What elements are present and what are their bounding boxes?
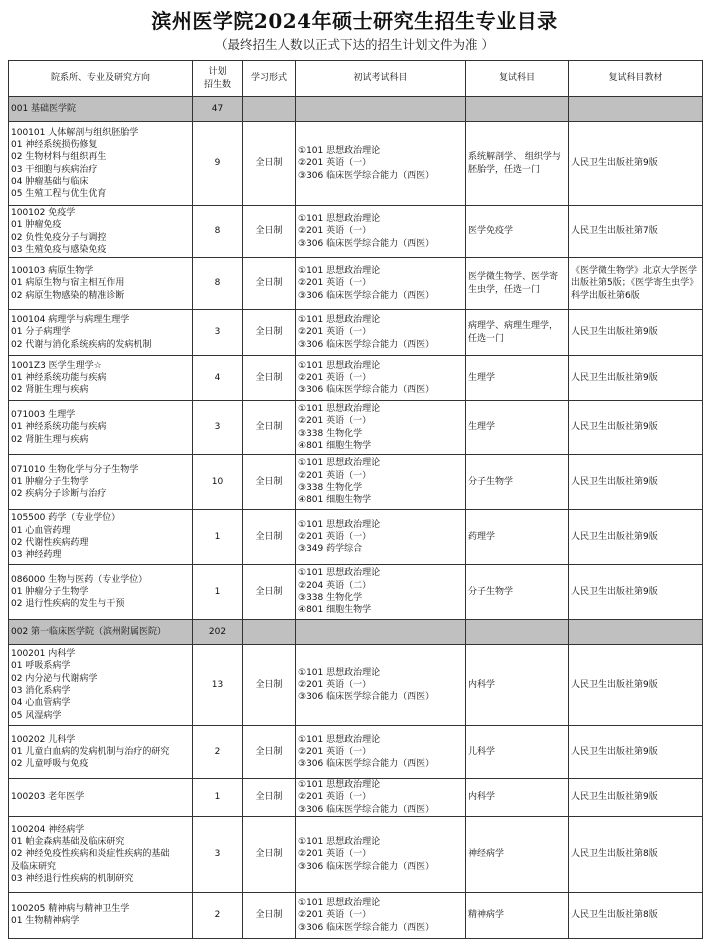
- major-line: 及临床研究: [11, 861, 57, 872]
- major-line: 02 生物材料与组织再生: [11, 152, 107, 163]
- retest-cell: 医学免疫学: [466, 206, 569, 258]
- exam-subject: ①101 思想政治理论: [298, 780, 381, 790]
- exam-subject: ②201 英语（一）: [298, 372, 372, 383]
- mode-cell: 全日制: [243, 258, 296, 310]
- major-line: 03 神经药理: [11, 550, 62, 561]
- major-line: 03 生殖免疫与感染免疫: [11, 244, 107, 255]
- major-line: 01 肿瘤免疫: [11, 220, 62, 231]
- exam-subject: ②201 英语（一）: [298, 278, 372, 289]
- exam-cell: [296, 726, 466, 779]
- major-row: [9, 779, 703, 817]
- retest-cell: 神经病学: [466, 816, 569, 892]
- major-row: [9, 455, 703, 510]
- exam-subject: ②201 英语（一）: [298, 226, 372, 237]
- mode-cell: 全日制: [243, 122, 296, 206]
- exam-cell: [296, 565, 466, 620]
- exam-subject: ①101 思想政治理论: [298, 315, 381, 326]
- major-line: 05 风湿病学: [11, 710, 62, 721]
- department-row: [9, 97, 703, 122]
- major-row: [9, 645, 703, 726]
- major-row: [9, 122, 703, 206]
- major-line: 105500 药学（专业学位）: [11, 513, 121, 524]
- quota-cell: 13: [193, 645, 243, 726]
- empty-cell: [466, 620, 569, 645]
- exam-subject: ④801 细胞生物学: [298, 440, 372, 451]
- major-line: 086000 生物与医药（专业学位）: [11, 574, 148, 585]
- exam-cell: [296, 258, 466, 310]
- major-row: [9, 892, 703, 938]
- major-line: 03 干细胞与疾病治疗: [11, 164, 98, 175]
- major-line: 100201 内科学: [11, 649, 76, 660]
- major-cell: [9, 206, 193, 258]
- major-line: 071003 生理学: [11, 410, 76, 421]
- catalog-table: [8, 60, 703, 939]
- mode-cell: 全日制: [243, 816, 296, 892]
- textbook-cell: 人民卫生出版社第8版: [569, 816, 703, 892]
- exam-cell: [296, 455, 466, 510]
- major-line: 01 肿瘤分子生物学: [11, 476, 89, 487]
- major-line: 100102 免疫学: [11, 207, 76, 218]
- exam-subject: ①101 思想政治理论: [298, 403, 381, 414]
- retest-cell: 分子生物学: [466, 565, 569, 620]
- major-line: 071010 生物化学与分子生物学: [11, 464, 139, 475]
- exam-cell: [296, 206, 466, 258]
- exam-subject: ①101 思想政治理论: [298, 458, 381, 469]
- major-line: 100202 儿科学: [11, 734, 76, 745]
- exam-subject: ①101 思想政治理论: [298, 667, 381, 678]
- mode-cell: 全日制: [243, 645, 296, 726]
- major-line: 100104 病理学与病理生理学: [11, 315, 130, 326]
- major-row: [9, 726, 703, 779]
- major-line: 01 神经系统功能与疾病: [11, 422, 107, 433]
- major-line: 04 肿瘤基础与临床: [11, 176, 89, 187]
- major-line: 02 肾脏生理与疾病: [11, 385, 89, 396]
- major-line: 100204 神经病学: [11, 824, 85, 835]
- empty-cell: [243, 620, 296, 645]
- major-row: [9, 401, 703, 455]
- retest-cell: 内科学: [466, 645, 569, 726]
- exam-subject: ③306 临床医学综合能力（西医）: [298, 922, 435, 933]
- mode-cell: 全日制: [243, 892, 296, 938]
- quota-cell: 1: [193, 779, 243, 817]
- quota-cell: 8: [193, 206, 243, 258]
- major-line: 01 生物精神病学: [11, 916, 80, 927]
- textbook-cell: 人民卫生出版社第9版: [569, 122, 703, 206]
- exam-subject: ①101 思想政治理论: [298, 836, 381, 847]
- exam-subject: ①101 思想政治理论: [298, 519, 381, 530]
- mode-cell: 全日制: [243, 206, 296, 258]
- exam-subject: ④801 细胞生物学: [298, 605, 372, 616]
- mode-cell: 全日制: [243, 310, 296, 356]
- exam-subject: ②201 英语（一）: [298, 679, 372, 690]
- quota-cell: 3: [193, 401, 243, 455]
- major-cell: [9, 726, 193, 779]
- exam-subject: ②201 英语（一）: [298, 746, 372, 757]
- department-name: 002 第一临床医学院（滨州附属医院）: [9, 620, 193, 645]
- textbook-cell: 人民卫生出版社第9版: [569, 356, 703, 401]
- textbook-cell: 人民卫生出版社第9版: [569, 310, 703, 356]
- header-major: 院系所、专业及研究方向: [9, 61, 193, 97]
- retest-cell: 系统解剖学、 组织学与胚胎学，任选一门: [466, 122, 569, 206]
- empty-cell: [569, 620, 703, 645]
- major-line: 03 消化系病学: [11, 686, 71, 696]
- textbook-cell: 人民卫生出版社第8版: [569, 892, 703, 938]
- department-quota: 202: [193, 620, 243, 645]
- exam-subject: ④801 细胞生物学: [298, 495, 372, 506]
- major-line: 100101 人体解剖与组织胚胎学: [11, 127, 139, 138]
- exam-subject: ②201 英语（一）: [298, 327, 372, 338]
- major-line: 100205 精神病与精神卫生学: [11, 904, 130, 915]
- major-cell: [9, 645, 193, 726]
- exam-subject: ①101 思想政治理论: [298, 146, 381, 157]
- major-line: 02 代谢性疾病药理: [11, 538, 89, 548]
- empty-cell: [243, 97, 296, 122]
- retest-cell: 内科学: [466, 779, 569, 817]
- exam-subject: ③306 临床医学综合能力（西医）: [298, 692, 435, 703]
- exam-subject: ③338 生物化学: [298, 483, 363, 493]
- header-quota-line1: 计划: [208, 67, 227, 78]
- major-row: [9, 816, 703, 892]
- major-cell: [9, 310, 193, 356]
- major-line: 02 代谢与消化系统疾病的发病机制: [11, 339, 152, 350]
- retest-cell: 医学微生物学、医学寄生虫学，任选一门: [466, 258, 569, 310]
- exam-subject: ①101 思想政治理论: [298, 266, 381, 277]
- table-header-row: [9, 61, 703, 97]
- exam-subject: ②201 英语（一）: [298, 792, 372, 803]
- textbook-cell: 人民卫生出版社第9版: [569, 455, 703, 510]
- quota-cell: 4: [193, 356, 243, 401]
- textbook-cell: 人民卫生出版社第9版: [569, 645, 703, 726]
- major-line: 01 神经系统功能与疾病: [11, 372, 107, 383]
- major-line: 01 病原生物与宿主相互作用: [11, 278, 125, 289]
- major-cell: [9, 510, 193, 565]
- exam-subject: ①101 思想政治理论: [298, 897, 381, 908]
- header-textbook: 复试科目教材: [569, 61, 703, 97]
- major-cell: [9, 401, 193, 455]
- mode-cell: 全日制: [243, 565, 296, 620]
- mode-cell: 全日制: [243, 726, 296, 779]
- exam-subject: ②201 英语（一）: [298, 531, 372, 542]
- major-line: 100203 老年医学: [11, 792, 85, 803]
- textbook-cell: 人民卫生出版社第7版: [569, 206, 703, 258]
- major-cell: [9, 122, 193, 206]
- major-line: 02 儿童呼吸与免疫: [11, 759, 89, 770]
- mode-cell: 全日制: [243, 510, 296, 565]
- major-line: 02 神经免疫性疾病和炎症性疾病的基础: [11, 849, 170, 860]
- exam-subject: ③306 临床医学综合能力（西医）: [298, 385, 435, 396]
- major-line: 02 病原生物感染的精准诊断: [11, 290, 125, 301]
- exam-subject: ①101 思想政治理论: [298, 734, 381, 745]
- retest-cell: 儿科学: [466, 726, 569, 779]
- mode-cell: 全日制: [243, 401, 296, 455]
- major-line: 02 内分泌与代谢病学: [11, 673, 98, 684]
- exam-cell: [296, 356, 466, 401]
- major-row: [9, 510, 703, 565]
- retest-cell: 分子生物学: [466, 455, 569, 510]
- retest-cell: 药理学: [466, 510, 569, 565]
- major-cell: [9, 455, 193, 510]
- major-line: 02 负性免疫分子与调控: [11, 232, 107, 243]
- quota-cell: 8: [193, 258, 243, 310]
- header-quota-line2: 招生数: [203, 79, 231, 90]
- quota-cell: 1: [193, 510, 243, 565]
- textbook-cell: 人民卫生出版社第9版: [569, 510, 703, 565]
- exam-subject: ②204 英语（二）: [298, 580, 372, 591]
- major-line: 01 呼吸系病学: [11, 661, 71, 672]
- quota-cell: 2: [193, 892, 243, 938]
- exam-subject: ③349 药学综合: [298, 544, 363, 555]
- exam-cell: [296, 510, 466, 565]
- empty-cell: [296, 97, 466, 122]
- table-body: [9, 97, 703, 939]
- header-mode: 学习形式: [243, 61, 296, 97]
- major-line: 01 儿童白血病的发病机制与治疗的研究: [11, 746, 170, 757]
- page-title: 滨州医学院2024年硕士研究生招生专业目录: [151, 9, 558, 33]
- exam-subject: ③306 临床医学综合能力（西医）: [298, 238, 435, 249]
- mode-cell: 全日制: [243, 356, 296, 401]
- quota-cell: 2: [193, 726, 243, 779]
- quota-cell: 3: [193, 310, 243, 356]
- major-cell: [9, 356, 193, 401]
- header-exam: 初试考试科目: [296, 61, 466, 97]
- retest-cell: 生理学: [466, 356, 569, 401]
- page-subtitle: （最终招生人数以正式下达的招生计划文件为准 ）: [215, 37, 494, 52]
- exam-subject: ③306 临床医学综合能力（西医）: [298, 339, 435, 350]
- exam-subject: ①101 思想政治理论: [298, 360, 381, 371]
- major-line: 02 肾脏生理与疾病: [11, 434, 89, 445]
- retest-cell: 病理学、病理生理学，任选一门: [466, 310, 569, 356]
- exam-subject: ③306 临床医学综合能力（西医）: [298, 861, 435, 872]
- exam-cell: [296, 122, 466, 206]
- major-row: [9, 258, 703, 310]
- exam-cell: [296, 816, 466, 892]
- exam-subject: ③306 临床医学综合能力（西医）: [298, 759, 435, 770]
- exam-subject: ①101 思想政治理论: [298, 214, 381, 225]
- quota-cell: 9: [193, 122, 243, 206]
- department-name: 001 基础医学院: [9, 97, 193, 122]
- textbook-cell: 《医学微生物学》北京大学医学出版社第5版；《医学寄生虫学》科学出版社第6版: [569, 258, 703, 310]
- quota-cell: 10: [193, 455, 243, 510]
- major-line: 100103 病原生物学: [11, 266, 94, 277]
- major-line: 01 肿瘤分子生物学: [11, 586, 89, 597]
- mode-cell: 全日制: [243, 455, 296, 510]
- header-quota: [193, 61, 243, 97]
- major-line: 01 神经系统损伤修复: [11, 139, 98, 150]
- major-row: [9, 356, 703, 401]
- empty-cell: [569, 97, 703, 122]
- exam-cell: [296, 401, 466, 455]
- major-line: 1001Z3 医学生理学☆: [11, 360, 102, 371]
- exam-subject: ②201 英语（一）: [298, 910, 372, 921]
- exam-cell: [296, 645, 466, 726]
- empty-cell: [296, 620, 466, 645]
- exam-subject: ①101 思想政治理论: [298, 568, 381, 579]
- major-line: 04 心血管病学: [11, 698, 71, 709]
- major-line: 03 神经退行性疾病的机制研究: [11, 873, 134, 884]
- exam-subject: ③306 临床医学综合能力（西医）: [298, 170, 435, 181]
- major-row: [9, 310, 703, 356]
- exam-subject: ③306 临床医学综合能力（西医）: [298, 804, 435, 815]
- retest-cell: 精神病学: [466, 892, 569, 938]
- exam-subject: ②201 英语（一）: [298, 416, 372, 427]
- major-cell: [9, 258, 193, 310]
- major-cell: [9, 892, 193, 938]
- textbook-cell: 人民卫生出版社第9版: [569, 726, 703, 779]
- major-cell: [9, 779, 193, 817]
- exam-subject: ②201 英语（一）: [298, 158, 372, 169]
- major-row: [9, 206, 703, 258]
- major-line: 05 生殖工程与优生优育: [11, 189, 107, 200]
- mode-cell: 全日制: [243, 779, 296, 817]
- textbook-cell: 人民卫生出版社第9版: [569, 565, 703, 620]
- exam-cell: [296, 779, 466, 817]
- quota-cell: 1: [193, 565, 243, 620]
- exam-subject: ③306 临床医学综合能力（西医）: [298, 290, 435, 301]
- major-cell: [9, 816, 193, 892]
- retest-cell: 生理学: [466, 401, 569, 455]
- major-line: 01 心血管药理: [11, 525, 71, 536]
- header-retest: 复试科目: [466, 61, 569, 97]
- quota-cell: 3: [193, 816, 243, 892]
- major-row: [9, 565, 703, 620]
- major-line: 01 帕金森病基础及临床研究: [11, 836, 125, 847]
- major-line: 02 疾病分子诊断与治疗: [11, 489, 107, 500]
- department-quota: 47: [193, 97, 243, 122]
- exam-subject: ③338 生物化学: [298, 593, 363, 603]
- empty-cell: [466, 97, 569, 122]
- textbook-cell: 人民卫生出版社第9版: [569, 779, 703, 817]
- major-line: 02 退行性疾病的发生与干预: [11, 599, 125, 610]
- exam-subject: ③338 生物化学: [298, 428, 363, 439]
- textbook-cell: 人民卫生出版社第9版: [569, 401, 703, 455]
- exam-subject: ②201 英语（一）: [298, 849, 372, 860]
- major-cell: [9, 565, 193, 620]
- department-row: [9, 620, 703, 645]
- major-line: 01 分子病理学: [11, 327, 71, 338]
- exam-cell: [296, 892, 466, 938]
- exam-subject: ②201 英语（一）: [298, 470, 372, 481]
- exam-cell: [296, 310, 466, 356]
